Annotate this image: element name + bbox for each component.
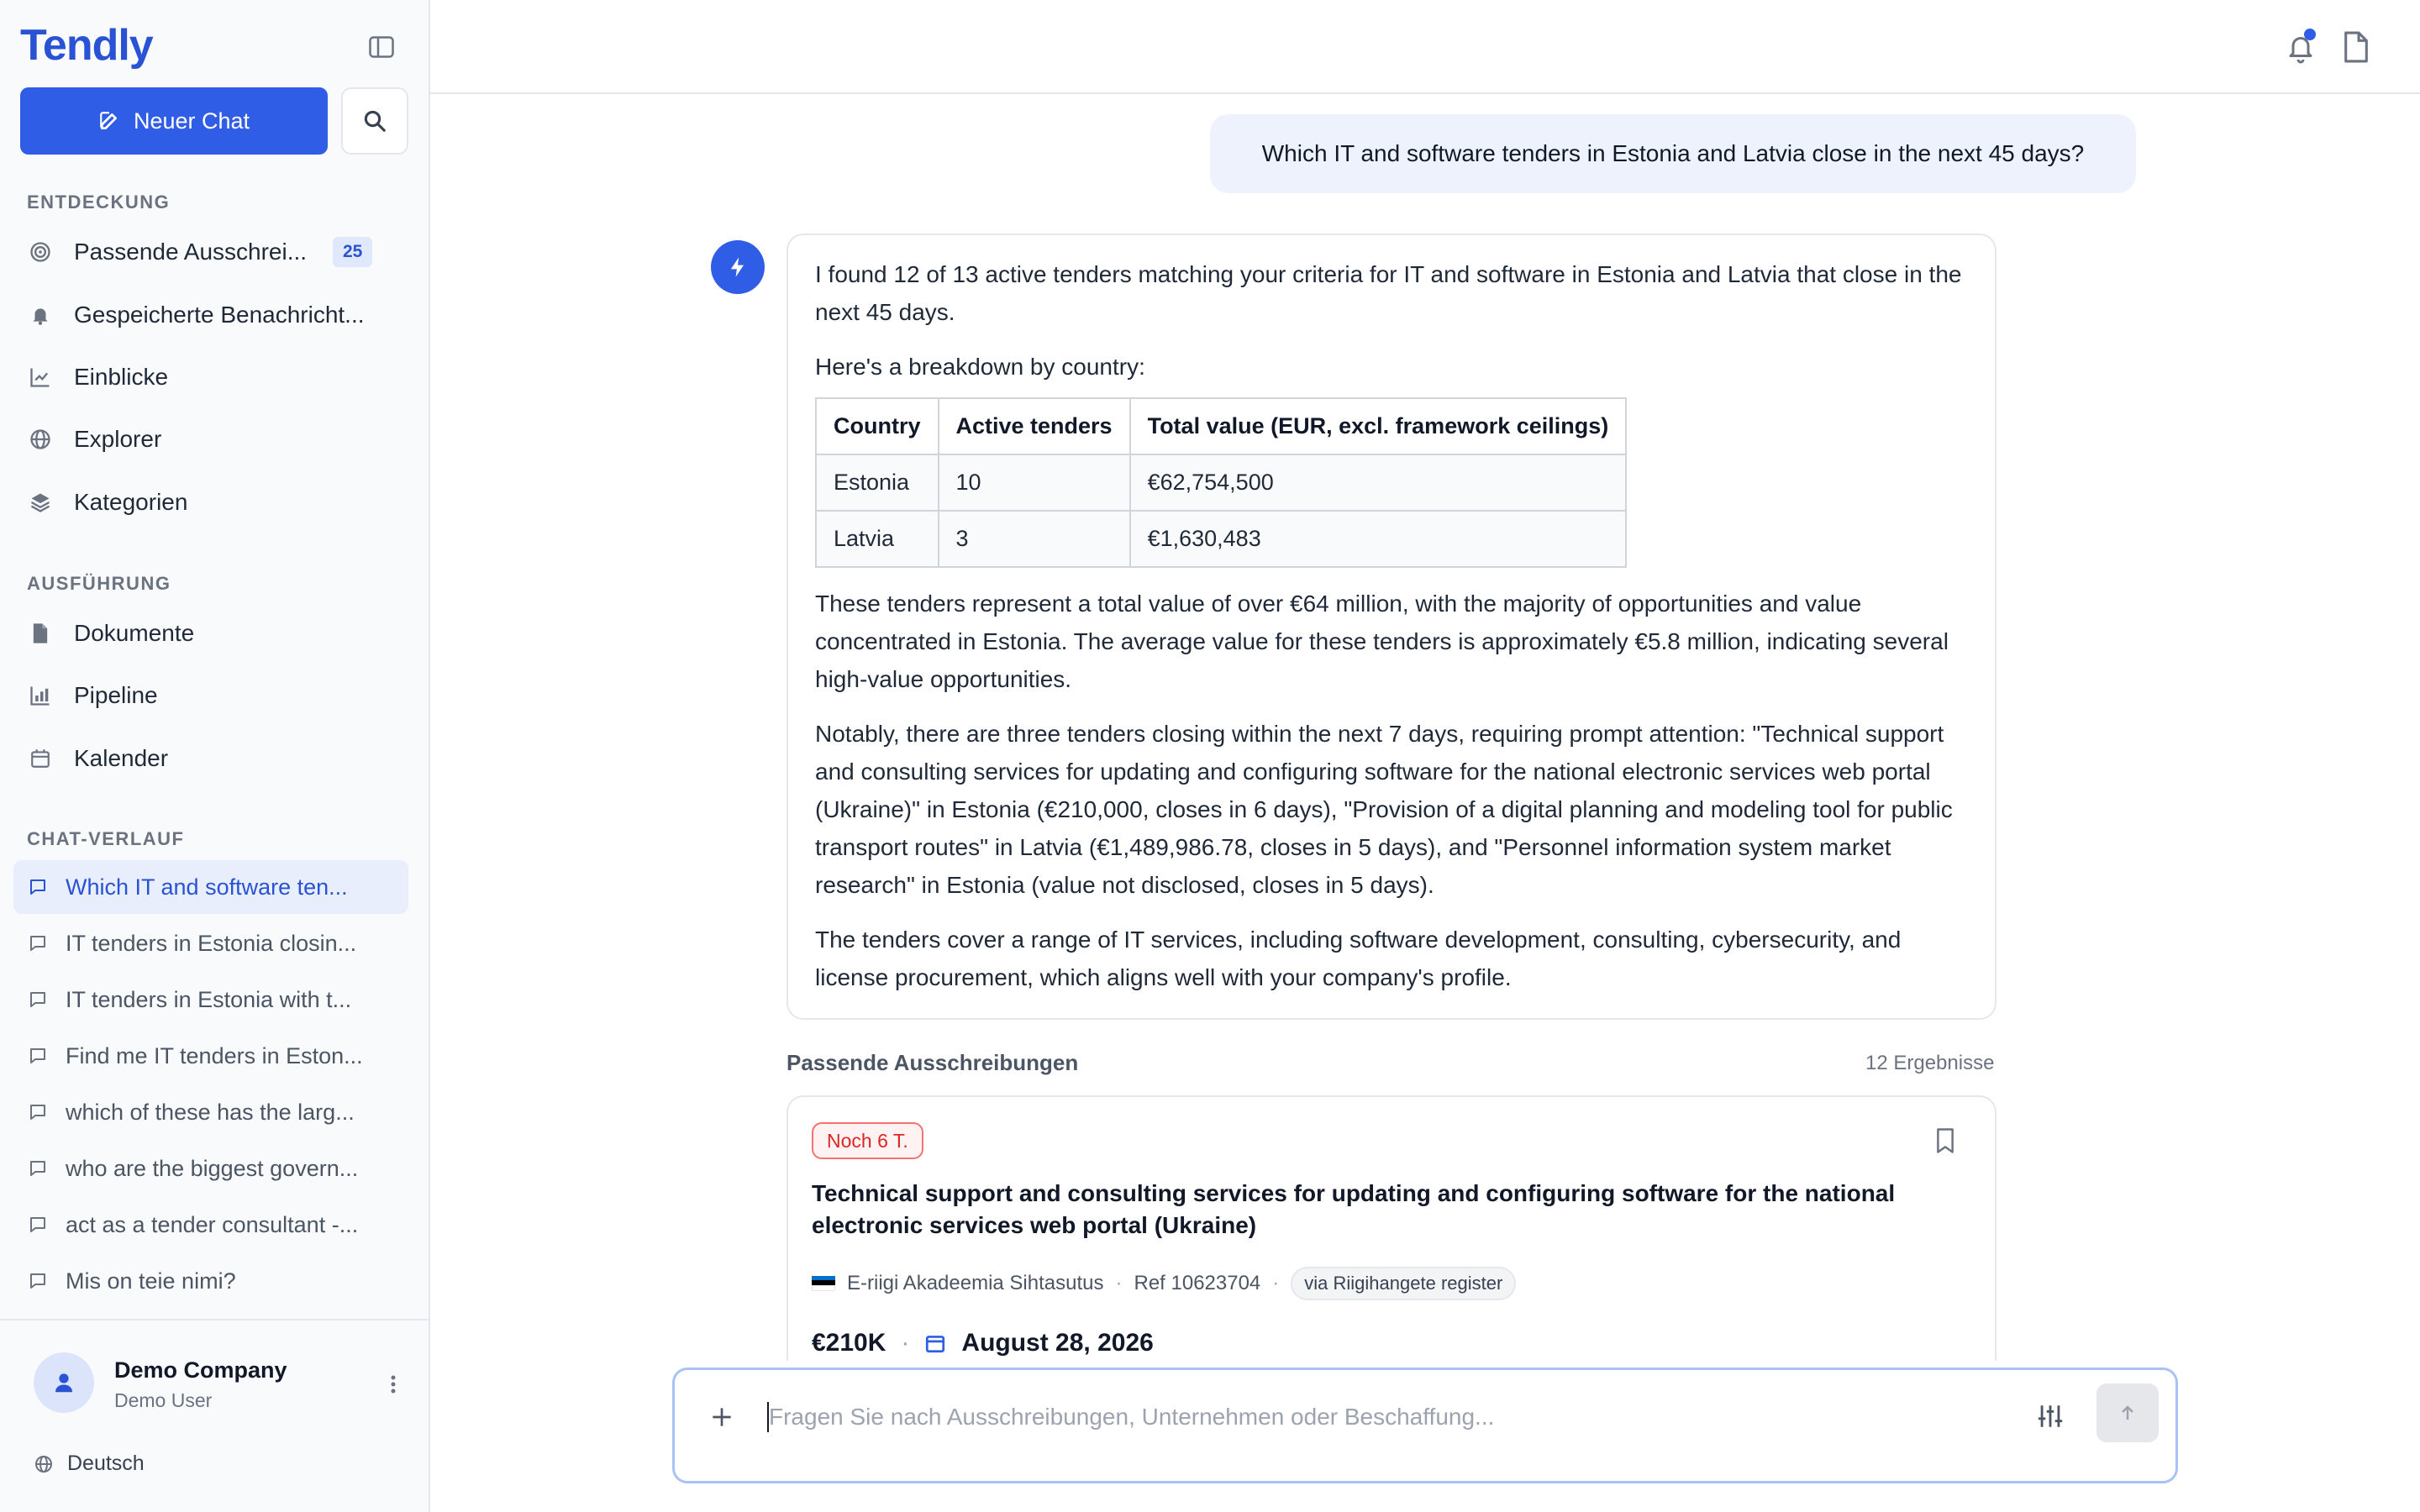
- chat-bubble-icon: [27, 1158, 49, 1179]
- breakdown-table: [815, 397, 1627, 568]
- notification-dot: [2304, 29, 2316, 40]
- globe-icon: [34, 1454, 54, 1474]
- nav-item-label: Passende Ausschrei...: [74, 239, 308, 265]
- document-icon[interactable]: [2343, 30, 2376, 64]
- history-item-label: act as a tender consultant -...: [66, 1211, 359, 1237]
- table-header-cell: Active tenders: [939, 398, 1130, 454]
- tender-value-row: [812, 1329, 1154, 1357]
- calendar-icon: [924, 1332, 946, 1354]
- tender-title[interactable]: Technical support and consulting services for updating and configuring software for the national electronic services web portal (Ukraine): [812, 1180, 1896, 1238]
- table-cell: €62,754,500: [1130, 454, 1627, 511]
- tender-date: August 28, 2026: [961, 1329, 1154, 1357]
- nav-item-pipeline[interactable]: [13, 669, 408, 722]
- nav-item-categories[interactable]: [13, 475, 408, 529]
- chat-bubble-icon: [27, 876, 49, 898]
- deadline-badge: Noch 6 T.: [812, 1122, 923, 1159]
- history-item[interactable]: [13, 916, 408, 970]
- history-item[interactable]: [13, 1029, 408, 1083]
- language-label: Deutsch: [67, 1452, 145, 1475]
- table-cell: Latvia: [816, 511, 939, 567]
- new-chat-button[interactable]: [20, 87, 328, 155]
- history-item[interactable]: [13, 1142, 408, 1195]
- chat-bubble-icon: [27, 1214, 49, 1236]
- separator: ·: [901, 1329, 910, 1357]
- history-item-label: Mis on teie nimi?: [66, 1268, 236, 1294]
- search-icon: [362, 108, 387, 134]
- history-item-label: who are the biggest govern...: [66, 1155, 359, 1181]
- target-icon: [27, 239, 54, 265]
- user-name: Demo Company: [114, 1357, 287, 1383]
- table-cell: €1,630,483: [1130, 511, 1627, 567]
- tender-meta: [812, 1267, 1516, 1300]
- estonia-flag-icon: [812, 1276, 835, 1291]
- history-item-label: which of these has the larg...: [66, 1099, 355, 1125]
- new-chat-label: Neuer Chat: [133, 108, 250, 134]
- tender-buyer: E-riigi Akadeemia Sihtasutus: [847, 1272, 1104, 1294]
- section-label-history: CHAT-VERLAUF: [27, 828, 185, 849]
- tender-ref: Ref 10623704: [1134, 1272, 1261, 1294]
- table-row: [816, 511, 1626, 567]
- user-icon: [51, 1370, 76, 1395]
- table-row: [816, 454, 1626, 511]
- language-selector[interactable]: [34, 1452, 145, 1476]
- bookmark-icon[interactable]: [1934, 1127, 1960, 1156]
- separator: ·: [1272, 1272, 1280, 1294]
- count-badge: 25: [333, 237, 372, 267]
- table-cell: 10: [939, 454, 1130, 511]
- sidebar: [0, 0, 430, 1512]
- answer-paragraph: The tenders cover a range of IT services, including software development, consulting, cybersecurity, and license procurement, which aligns well with your company's profile.: [815, 927, 1902, 990]
- history-item-active[interactable]: [13, 860, 408, 914]
- app-logo[interactable]: Tendly: [20, 21, 153, 70]
- nav-item-matching-tenders[interactable]: [13, 225, 408, 279]
- nav-item-label: Explorer: [74, 426, 162, 452]
- sliders-icon[interactable]: [2036, 1402, 2066, 1432]
- history-item[interactable]: [13, 1254, 408, 1308]
- sidebar-divider: [0, 1319, 429, 1320]
- nav-item-explorer[interactable]: [13, 412, 408, 466]
- nav-item-label: Kategorien: [74, 489, 188, 515]
- section-label-discovery: ENTDECKUNG: [27, 192, 171, 213]
- section-label-execution: AUSFÜHRUNG: [27, 573, 171, 594]
- history-item-label: Find me IT tenders in Eston...: [66, 1042, 363, 1068]
- nav-item-label: Dokumente: [74, 620, 195, 646]
- history-item-label: IT tenders in Estonia closin...: [66, 930, 357, 956]
- answer-paragraph: These tenders represent a total value of over €64 million, with the majority of opportunities and value concentrated in Estonia. The average value for these tenders is approximately €5.8 million, indicating several high-value opportunities.: [815, 591, 1949, 692]
- source-chip[interactable]: via Riigihangete register: [1291, 1267, 1516, 1300]
- chat-bubble-icon: [27, 989, 49, 1011]
- document-edit-icon: [27, 620, 54, 647]
- arrow-up-icon: [2118, 1403, 2138, 1423]
- bell-icon: [27, 302, 54, 328]
- user-message-text: Which IT and software tenders in Estonia and Latvia close in the next 45 days?: [1261, 140, 2085, 166]
- chat-bubble-icon: [27, 1045, 49, 1067]
- nav-item-insights[interactable]: [13, 350, 408, 404]
- send-button[interactable]: [2096, 1383, 2159, 1442]
- history-item[interactable]: [13, 1085, 408, 1139]
- answer-breakdown-lead: Here's a breakdown by country:: [815, 354, 1145, 380]
- search-button[interactable]: [341, 87, 408, 155]
- nav-item-label: Kalender: [74, 745, 169, 771]
- nav-item-calendar[interactable]: [13, 732, 408, 785]
- nav-item-documents[interactable]: [13, 606, 408, 660]
- separator: ·: [1115, 1272, 1123, 1294]
- history-item-label: IT tenders in Estonia with t...: [66, 986, 352, 1012]
- tender-card[interactable]: [786, 1095, 1996, 1361]
- layers-icon: [27, 489, 54, 516]
- calendar-icon: [27, 745, 54, 772]
- chat-composer: [672, 1368, 2178, 1483]
- answer-intro: I found 12 of 13 active tenders matching your criteria for IT and software in Estonia and Latvia that close in the next 45 days.: [815, 261, 1962, 325]
- chat-bubble-icon: [27, 1270, 49, 1292]
- edit-icon: [98, 110, 120, 132]
- table-header-cell: Country: [816, 398, 939, 454]
- chat-bubble-icon: [27, 1101, 49, 1123]
- assistant-answer: [786, 234, 1996, 1020]
- plus-icon[interactable]: [708, 1404, 739, 1434]
- trend-icon: [27, 364, 54, 391]
- results-count: 12 Ergebnisse: [1865, 1052, 1995, 1074]
- tender-value: €210K: [812, 1329, 886, 1357]
- answer-paragraph: Notably, there are three tenders closing within the next 7 days, requiring prompt attention: "Technical support and consulting services for updating and configuring software for the national electronic services web portal (Ukraine)" in Estonia (€210,000, closes in 6 days), "Provision of a digital planning and modeling tool for public transport routes" in Latvia (€1,489,986.78, closes in 5 days), and "Personnel information system market research" in Estonia (value not disclosed, closes in 5 days).: [815, 721, 1953, 898]
- bar-chart-icon: [27, 682, 54, 709]
- history-item[interactable]: [13, 1198, 408, 1252]
- assistant-avatar: [711, 240, 765, 294]
- table-header-cell: Total value (EUR, excl. framework ceilings): [1130, 398, 1627, 454]
- top-bar: [430, 0, 2420, 94]
- user-message: [1210, 114, 2136, 193]
- nav-item-saved-alerts[interactable]: [13, 288, 408, 342]
- nav-item-label: Einblicke: [74, 364, 169, 390]
- sidebar-toggle-icon[interactable]: [366, 32, 397, 62]
- chat-input[interactable]: [769, 1397, 1828, 1437]
- chat-bubble-icon: [27, 932, 49, 954]
- nav-item-label: Pipeline: [74, 682, 158, 708]
- results-header: Passende Ausschreibungen: [786, 1050, 1079, 1075]
- table-cell: 3: [939, 511, 1130, 567]
- table-header-row: [816, 398, 1626, 454]
- history-item[interactable]: [13, 973, 408, 1026]
- lightning-icon: [726, 255, 750, 279]
- history-item-label: Which IT and software ten...: [66, 874, 348, 900]
- globe-icon: [27, 426, 54, 453]
- user-role: Demo User: [114, 1389, 213, 1411]
- nav-item-label: Gespeicherte Benachricht...: [74, 302, 365, 328]
- table-cell: Estonia: [816, 454, 939, 511]
- more-vertical-icon[interactable]: [383, 1369, 403, 1399]
- avatar[interactable]: [34, 1352, 94, 1413]
